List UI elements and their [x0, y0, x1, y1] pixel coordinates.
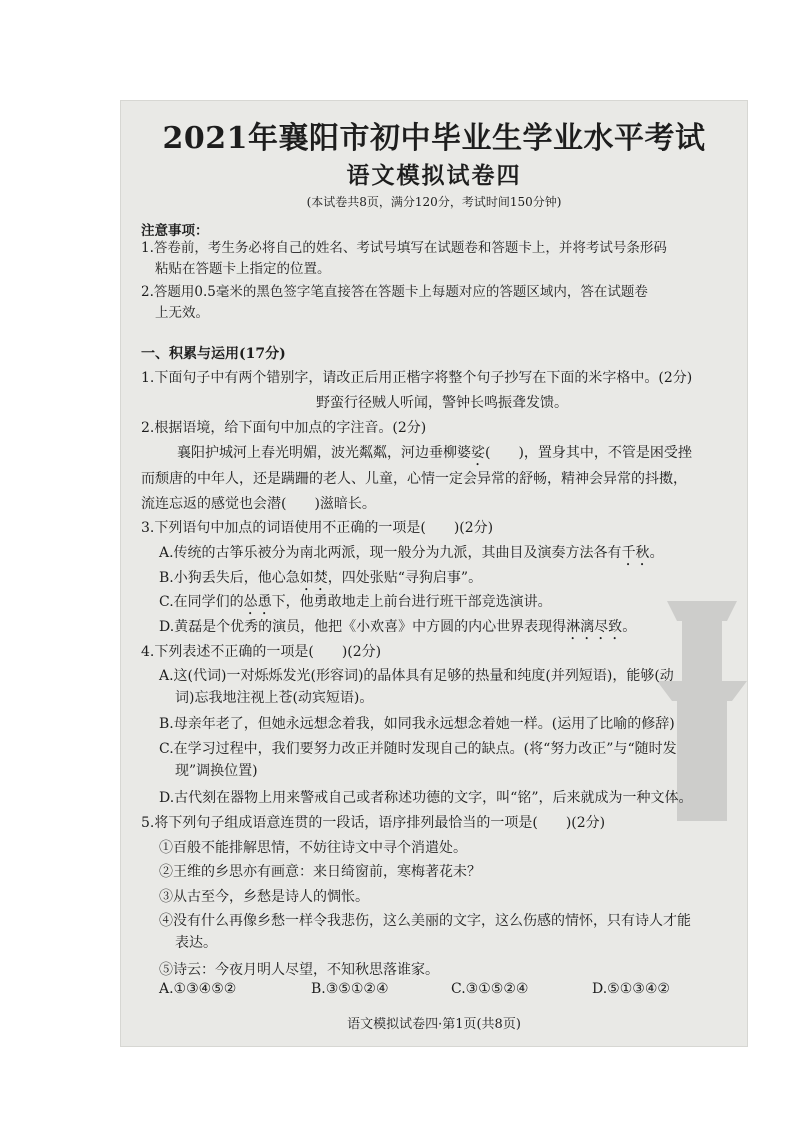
question-3-stem: 3.下列语句中加点的词语使用不正确的一项是( )(2分)	[141, 520, 494, 536]
question-4-option-c: C.在学习过程中，我们要努力改正并随时发现自己的缺点。(将“努力改正”与“随时发 现”调换位置)	[159, 741, 677, 779]
question-3-option-c: C.在同学们的怂恿下，他勇敢地走上前台进行班干部竞选演讲。	[159, 594, 552, 610]
question-2-paragraph-line-1	[149, 441, 741, 469]
dotted-word: 如焚	[299, 570, 328, 586]
q2-text: ( )，置身其中，不管是困受挫	[485, 445, 692, 461]
choice-d: D.⑤①③④②	[592, 981, 670, 997]
q2-text: 襄阳护城河上春光明媚，波光粼粼，河边垂柳婆	[177, 445, 471, 461]
question-5-sentence-4: ④没有什么再像乡愁一样令我悲伤，这么美丽的文字，这么伤感的情怀，只有诗人才能 表达。	[159, 913, 691, 951]
question-2-stem: 2.根据语境，给下面句中加点的字注音。(2分)	[141, 420, 427, 436]
question-3-option-a: A.传统的古筝乐被分为南北两派，现一般分为九派，其曲目及演奏方法各有千秋。	[159, 545, 664, 561]
question-5-sentence-5: ⑤诗云：今夜月明人尽望，不知秋思落谁家。	[159, 962, 439, 978]
question-5-stem: 5.将下列句子组成语意连贯的一段话，语序排列最恰当的一项是( )(2分)	[141, 815, 606, 831]
exam-page	[121, 101, 747, 1046]
question-1-sentence: 野蛮行径贼人听闻，警钟长鸣振聋发馈。	[316, 395, 568, 411]
choice-a: A.①③④⑤②	[159, 981, 237, 997]
notice-item-2	[141, 282, 741, 324]
question-4-option-d: D.古代刻在器物上用来警戒自己或者称述功德的文字，叫“铭”，后来就成为一种文体。	[159, 790, 693, 806]
choice-b: B.③⑤①②④	[311, 981, 389, 997]
question-3-option-b: B.小狗丢失后，他心急如焚，四处张贴“寻狗启事”。	[159, 570, 483, 586]
question-3-option-d: D.黄磊是个优秀的演员，他把《小欢喜》中方圆的内心世界表现得淋漓尽致。	[159, 619, 637, 635]
notice-heading: 注意事项：	[141, 223, 209, 239]
question-1-stem: 1.下面句子中有两个错别字，请改正后用正楷字将整个句子抄写在下面的米字格中。(2分)	[141, 370, 693, 386]
page-footer: 语文模拟试卷四·第1页(共8页)	[347, 1017, 521, 1032]
question-2-paragraph-line-2: 而颓唐的中年人，还是蹒跚的老人、儿童，心情一定会异常的舒畅，精神会异常的抖擞，	[141, 471, 687, 487]
q2-text: 流连忘返的感觉也会潜	[141, 496, 281, 512]
choice-c: C.③①⑤②④	[451, 981, 529, 997]
question-4-stem: 4.下列表述不正确的一项是( )(2分)	[141, 644, 382, 660]
question-4-option-b: B.母亲年老了，但她永远想念着我，如同我永远想念着她一样。(运用了比喻的修辞)	[159, 716, 675, 732]
question-5-sentence-2: ②王维的乡思亦有画意：来日绮窗前，寒梅著花未？	[159, 864, 481, 880]
notice-item-1-line-1: 1.答卷前，考生务必将自己的姓名、考试号填写在试题卷和答题卡上，并将考试号条形码	[141, 240, 667, 256]
question-4-option-a: A.这(代词)一对烁烁发光(形容词)的晶体具有足够的热量和纯度(并列短语)，能够(动 词)忘我地注视上苍(动宾短语)。	[159, 668, 674, 706]
dotted-word: 怂恿	[243, 594, 272, 610]
q2-dotted-char: 娑	[471, 445, 485, 461]
exam-title: 2021年襄阳市初中毕业生学业水平考试	[162, 121, 706, 156]
exam-meta: (本试卷共8页，满分120分，考试时间150分钟)	[306, 195, 562, 209]
q2-text: ( )滋暗长。	[281, 496, 376, 512]
question-5-sentence-1: ①百般不能排解思情，不妨往诗文中寻个消遣处。	[159, 840, 467, 856]
dotted-word: 千秋	[621, 545, 650, 561]
question-2-paragraph-line-3	[141, 492, 743, 516]
question-5-sentence-3: ③从古至今，乡愁是诗人的惆怅。	[159, 889, 369, 905]
section-heading: 一、积累与运用(17分)	[141, 346, 286, 362]
notice-item-1	[141, 238, 741, 280]
notice-item-2-line-1: 2.答题用0.5毫米的黑色签字笔直接答在答题卡上每题对应的答题区域内，答在试题卷	[141, 284, 648, 300]
notice-item-1-line-2: 粘贴在答题卡上指定的位置。	[155, 261, 331, 277]
notice-item-2-line-2: 上无效。	[155, 305, 209, 321]
exam-subtitle: 语文模拟试卷四	[346, 162, 522, 189]
dotted-word: 淋漓尽致	[566, 619, 623, 635]
